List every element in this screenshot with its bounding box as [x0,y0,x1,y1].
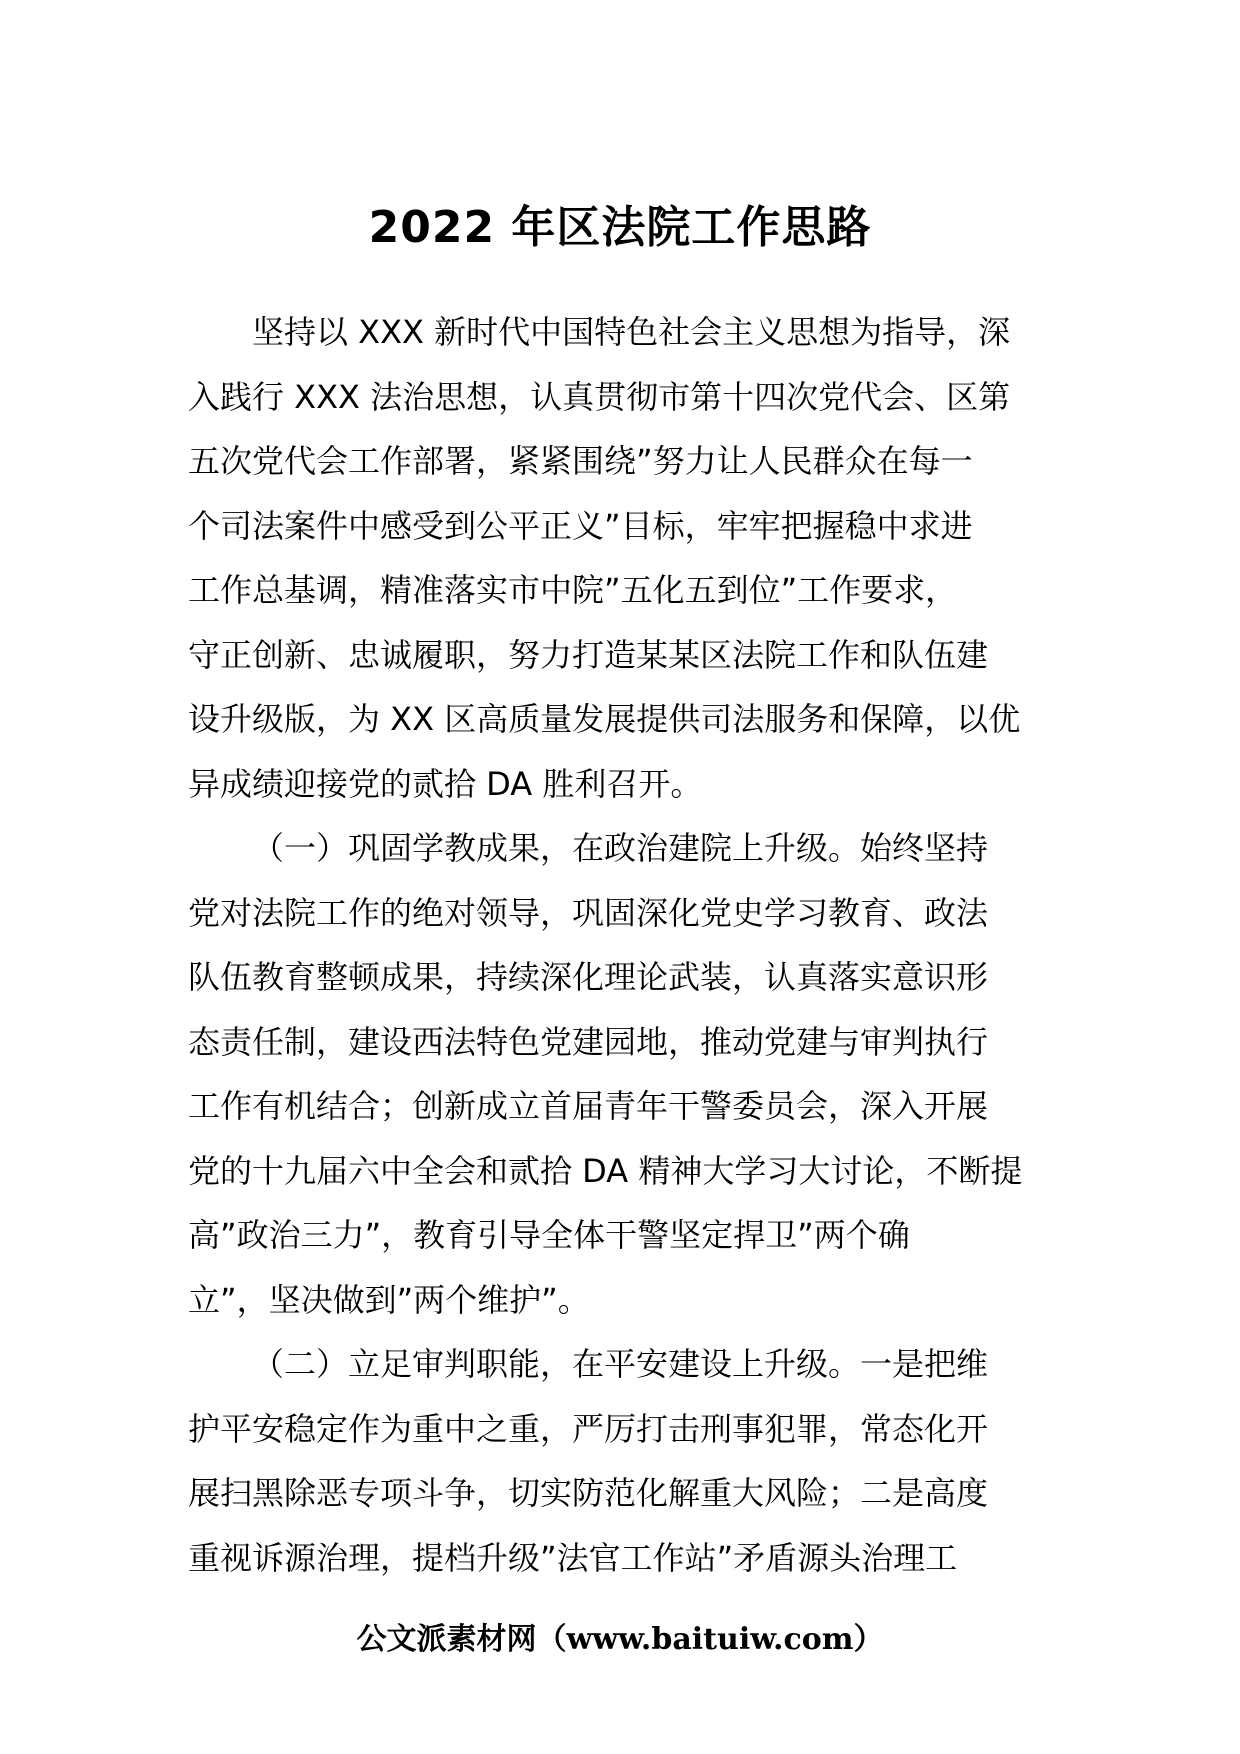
paragraph-line: 坚持以 XXX 新时代中国特色社会主义思想为指导，深 [252,313,1011,351]
document-body [188,300,1052,1590]
paragraph-line: 护平安稳定作为重中之重，严厉打击刑事犯罪，常态化开 [188,1409,989,1448]
paragraph-line: 设升级版，为 XX 区高质量发展提供司法服务和保障，以优 [188,700,1021,738]
paragraph-line: 守正创新、忠诚履职，努力打造某某区法院工作和队伍建 [188,635,989,674]
paragraph-line: （一）巩固学教成果，在政治建院上升级。始终坚持 [252,829,989,867]
footer-watermark: 公文派素材网（www.baituiw.com） [356,1622,884,1657]
paragraph-line: 工作有机结合；创新成立首届青年干警委员会，深入开展 [188,1087,989,1125]
paragraph-line: 异成绩迎接党的贰拾 DA 胜利召开。 [188,764,703,803]
paragraph-line: （二）立足审判职能，在平安建设上升级。一是把维 [252,1345,989,1383]
paragraph-line: 五次党代会工作部署，紧紧围绕”努力让人民群众在每一 [188,442,973,480]
paragraph-line: 入践行 XXX 法治思想，认真贯彻市第十四次党代会、区第 [188,377,1011,416]
paragraph-line: 队伍教育整顿成果，持续深化理论武装，认真落实意识形 [188,958,989,996]
paragraph-line: 重视诉源治理，提档升级”法官工作站”矛盾源头治理工 [188,1538,958,1577]
document-title: 2022 年区法院工作思路 [368,202,872,253]
paragraph-line: 展扫黑除恶专项斗争，切实防范化解重大风险；二是高度 [188,1474,989,1512]
paragraph-line: 态责任制，建设西法特色党建园地，推动党建与审判执行 [188,1022,989,1061]
paragraph-line: 个司法案件中感受到公平正义”目标，牢牢把握稳中求进 [188,506,973,545]
paragraph-line: 高”政治三力”，教育引导全体干警坚定捍卫”两个确 [188,1216,910,1254]
paragraph-line: 党的十九届六中全会和贰拾 DA 精神大学习大讨论，不断提 [188,1151,1023,1190]
paragraph-line: 党对法院工作的绝对领导，巩固深化党史学习教育、政法 [188,893,989,932]
paragraph-line: 立”，坚决做到”两个维护”。 [188,1280,590,1319]
paragraph-line: 工作总基调，精准落实市中院”五化五到位”工作要求， [188,571,958,609]
